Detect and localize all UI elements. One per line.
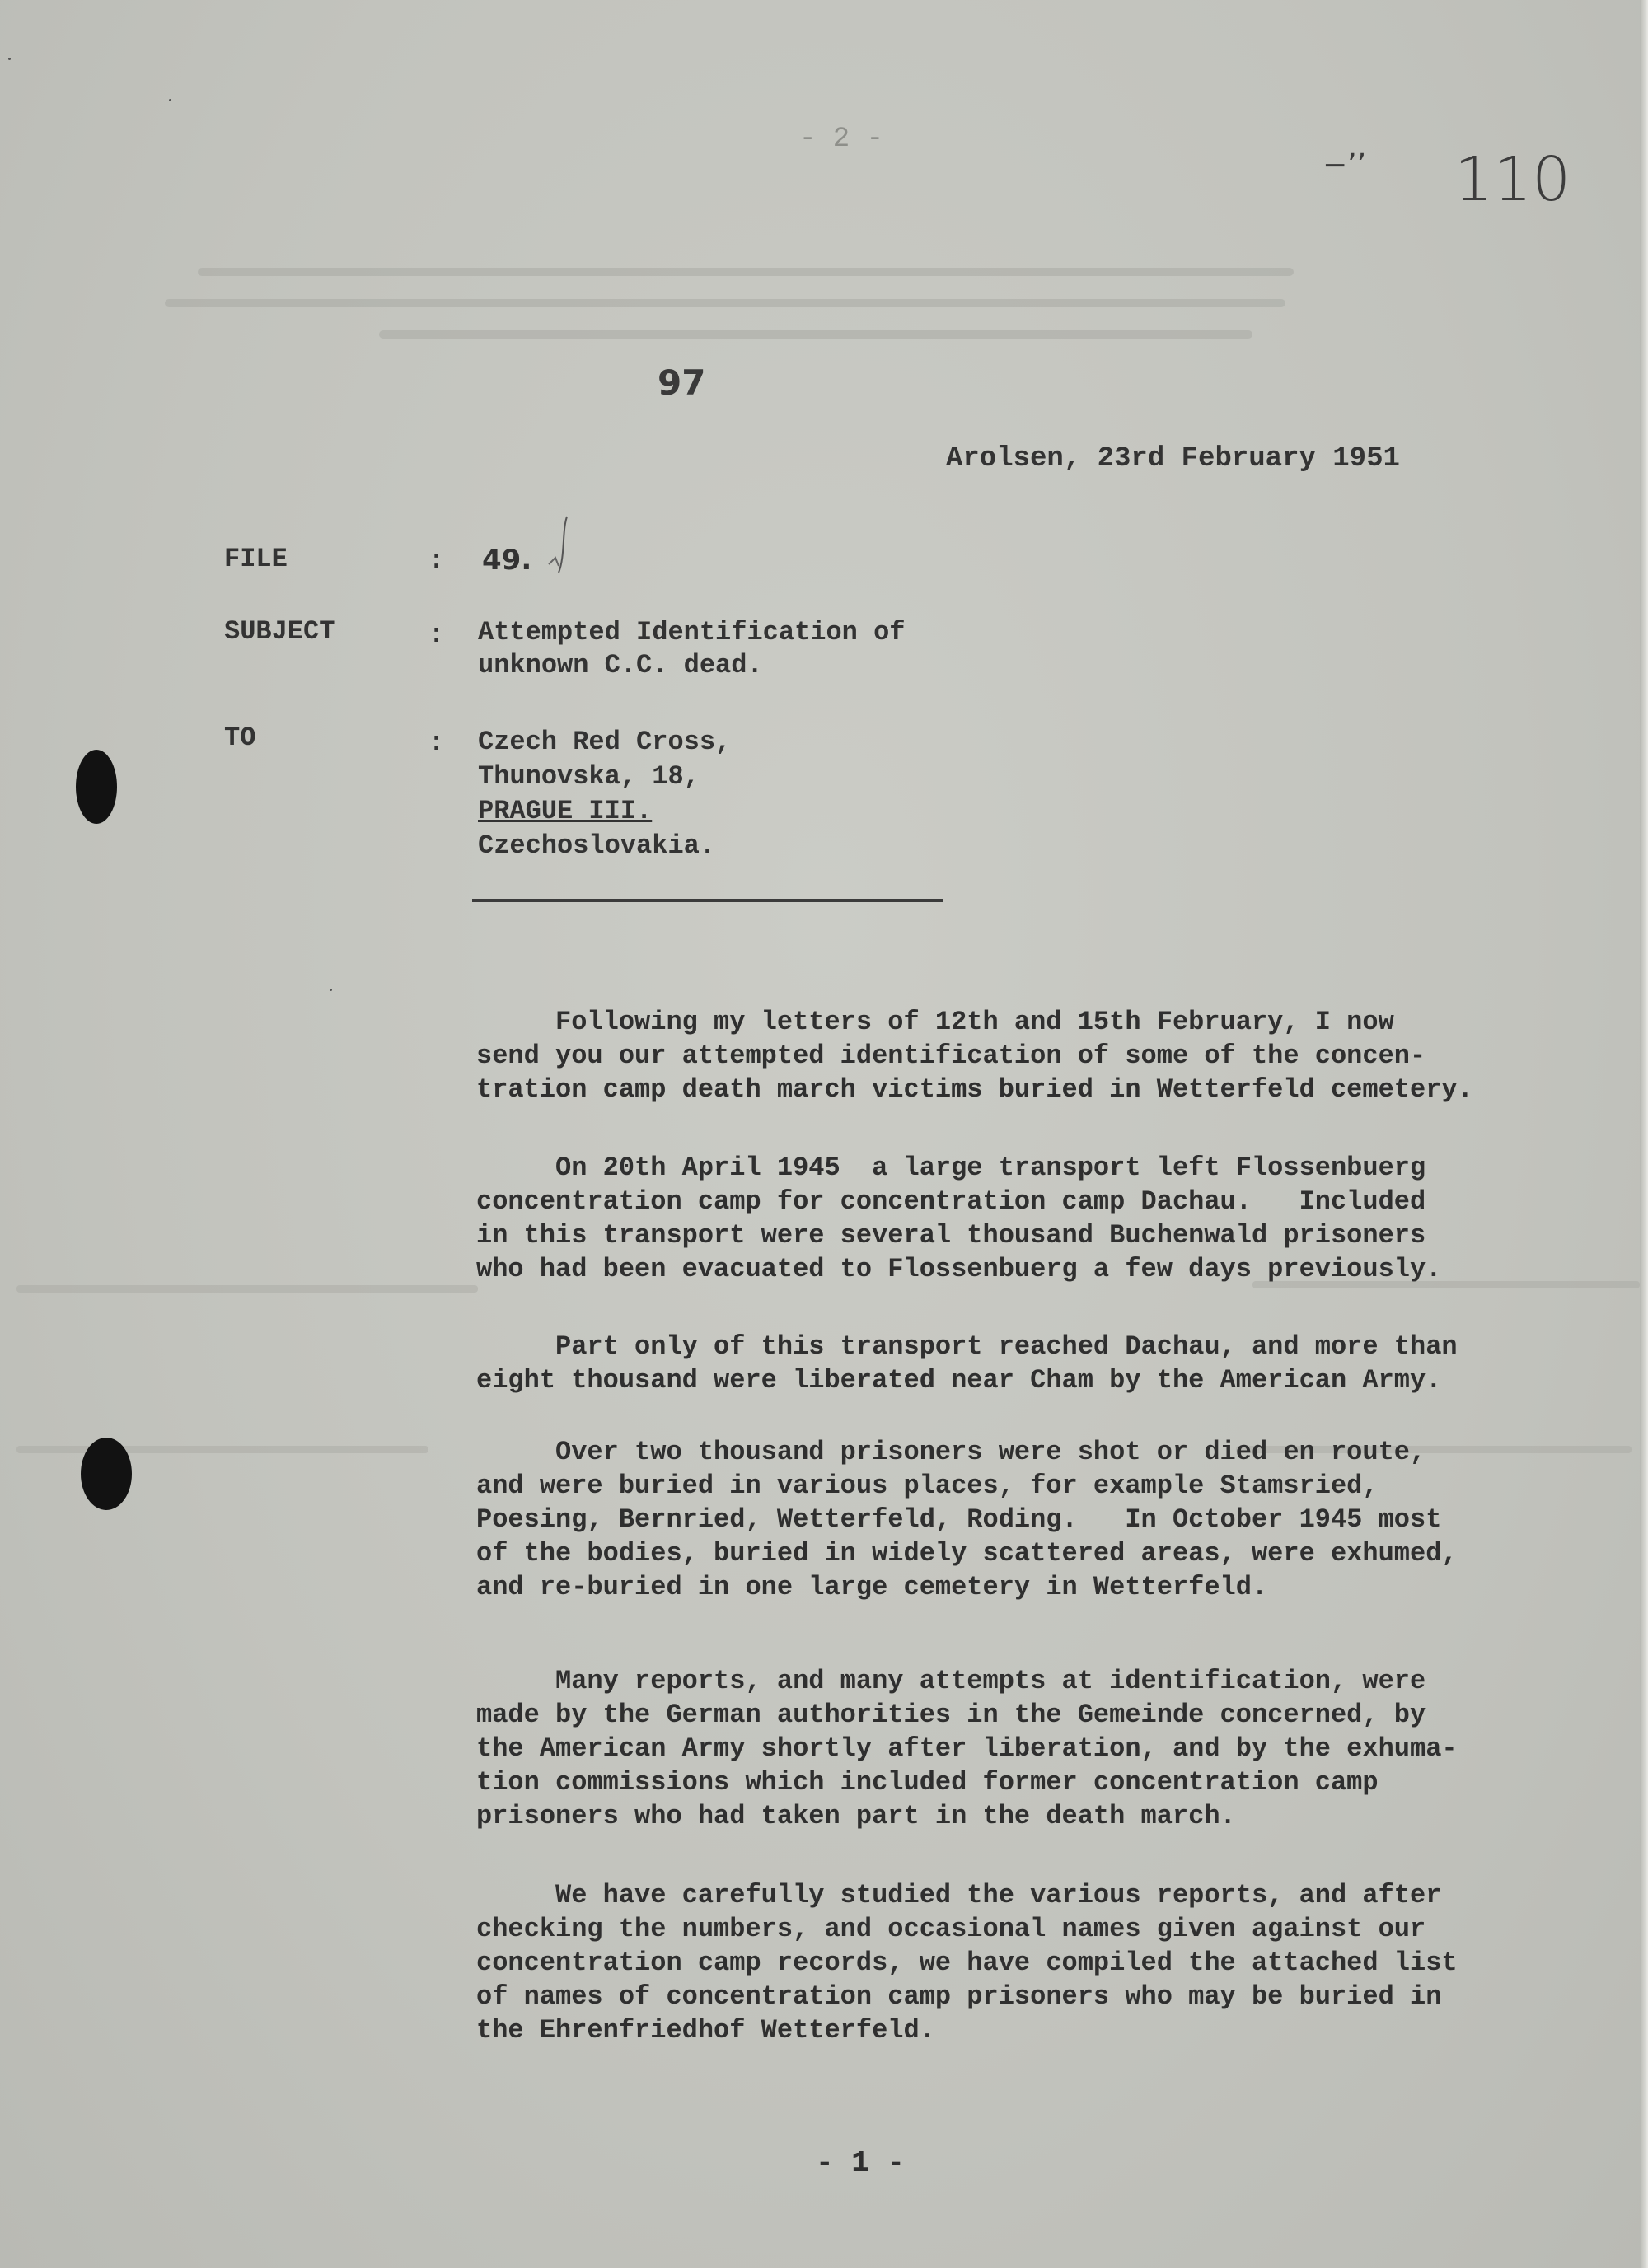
paragraph-line: of the bodies, buried in widely scattered areas, were exhumed, (476, 1538, 1458, 1569)
to-address (478, 725, 731, 863)
paragraph-line: of names of concentration camp prisoners who may be buried in (476, 1981, 1442, 2012)
paragraph-line: checking the numbers, and occasional names given against our (476, 1914, 1426, 1944)
paragraph-line: concentration camp for concentration camp Dachau. Included (476, 1186, 1426, 1217)
to-line-1: Czech Red Cross, (478, 727, 732, 757)
subject-value (478, 616, 905, 682)
to-label: TO (224, 722, 256, 753)
paragraph-line: the American Army shortly after liberation, and by the exhuma- (476, 1733, 1458, 1764)
paragraph-line: and were buried in various places, for example Stamsried, (476, 1471, 1379, 1501)
scan-speck (169, 99, 171, 101)
paragraph-line: Many reports, and many attempts at identification, were (476, 1666, 1426, 1696)
to-line-2: Thunovska, 18, (478, 761, 700, 792)
subject-line-2: unknown C.C. dead. (478, 650, 763, 680)
archive-page-number: 110 (1454, 144, 1571, 215)
scan-speck (330, 989, 332, 991)
paragraph-line: and re-buried in one large cemetery in Wetterfeld. (476, 1572, 1268, 1602)
handwritten-tick-mark (542, 515, 583, 581)
paragraph-line: prisoners who had taken part in the death march. (476, 1801, 1236, 1831)
page-footer: - 1 - (816, 2146, 906, 2180)
paragraph-line: On 20th April 1945 a large transport left Flossenbuerg (476, 1153, 1426, 1183)
file-value: 49. (482, 544, 532, 577)
file-colon: : (428, 545, 445, 576)
letter-date: Arolsen, 23rd February 1951 (946, 443, 1400, 475)
paragraph-line: Over two thousand prisoners were shot or died en route, (476, 1437, 1426, 1467)
paragraph-line: in this transport were several thousand Buchenwald prisoners (476, 1220, 1426, 1251)
subject-colon: : (428, 620, 445, 650)
header-divider (472, 899, 943, 902)
paragraph-line: tration camp death march victims buried in Wetterfeld cemetery. (476, 1074, 1473, 1105)
to-line-3: PRAGUE III. (478, 796, 653, 826)
punch-hole-bottom (81, 1438, 132, 1510)
paragraph-2 (476, 1151, 1547, 1286)
to-colon: : (428, 727, 445, 758)
top-page-mark: - 2 - (799, 124, 884, 155)
file-label: FILE (224, 544, 288, 574)
paragraph-line: concentration camp records, we have compiled the attached list (476, 1948, 1458, 1978)
paragraph-line: who had been evacuated to Flossenbuerg a few days previously. (476, 1254, 1442, 1284)
paragraph-line: send you our attempted identification of some of the concen- (476, 1040, 1426, 1071)
paragraph-line: Following my letters of 12th and 15th February, I now (476, 1007, 1394, 1037)
paragraph-line: tion commissions which included former concentration camp (476, 1767, 1379, 1798)
subject-label: SUBJECT (224, 616, 335, 647)
handwritten-number: 97 (658, 362, 706, 403)
subject-line-1: Attempted Identification of (478, 617, 906, 648)
paragraph-line: Part only of this transport reached Dachau, and more than (476, 1331, 1458, 1362)
paragraph-4 (476, 1435, 1547, 1604)
page-edge (1640, 0, 1648, 2268)
paragraph-line: made by the German authorities in the Gemeinde concerned, by (476, 1700, 1426, 1730)
paragraph-line: Poesing, Bernried, Wetterfeld, Roding. In October 1945 most (476, 1504, 1442, 1535)
paragraph-line: the Ehrenfriedhof Wetterfeld. (476, 2015, 935, 2046)
bleed-through (148, 260, 1335, 367)
to-line-4: Czechoslovakia. (478, 830, 716, 861)
paragraph-5 (476, 1664, 1547, 1833)
punch-hole-top (76, 750, 117, 824)
paragraph-1 (476, 1005, 1547, 1106)
paragraph-3 (476, 1330, 1547, 1397)
scan-speck (8, 58, 11, 60)
paragraph-6 (476, 1878, 1547, 2047)
paragraph-line: eight thousand were liberated near Cham by the American Army. (476, 1365, 1442, 1396)
archive-ref-mark: −’’ (1323, 148, 1367, 182)
paragraph-line: We have carefully studied the various reports, and after (476, 1880, 1442, 1910)
